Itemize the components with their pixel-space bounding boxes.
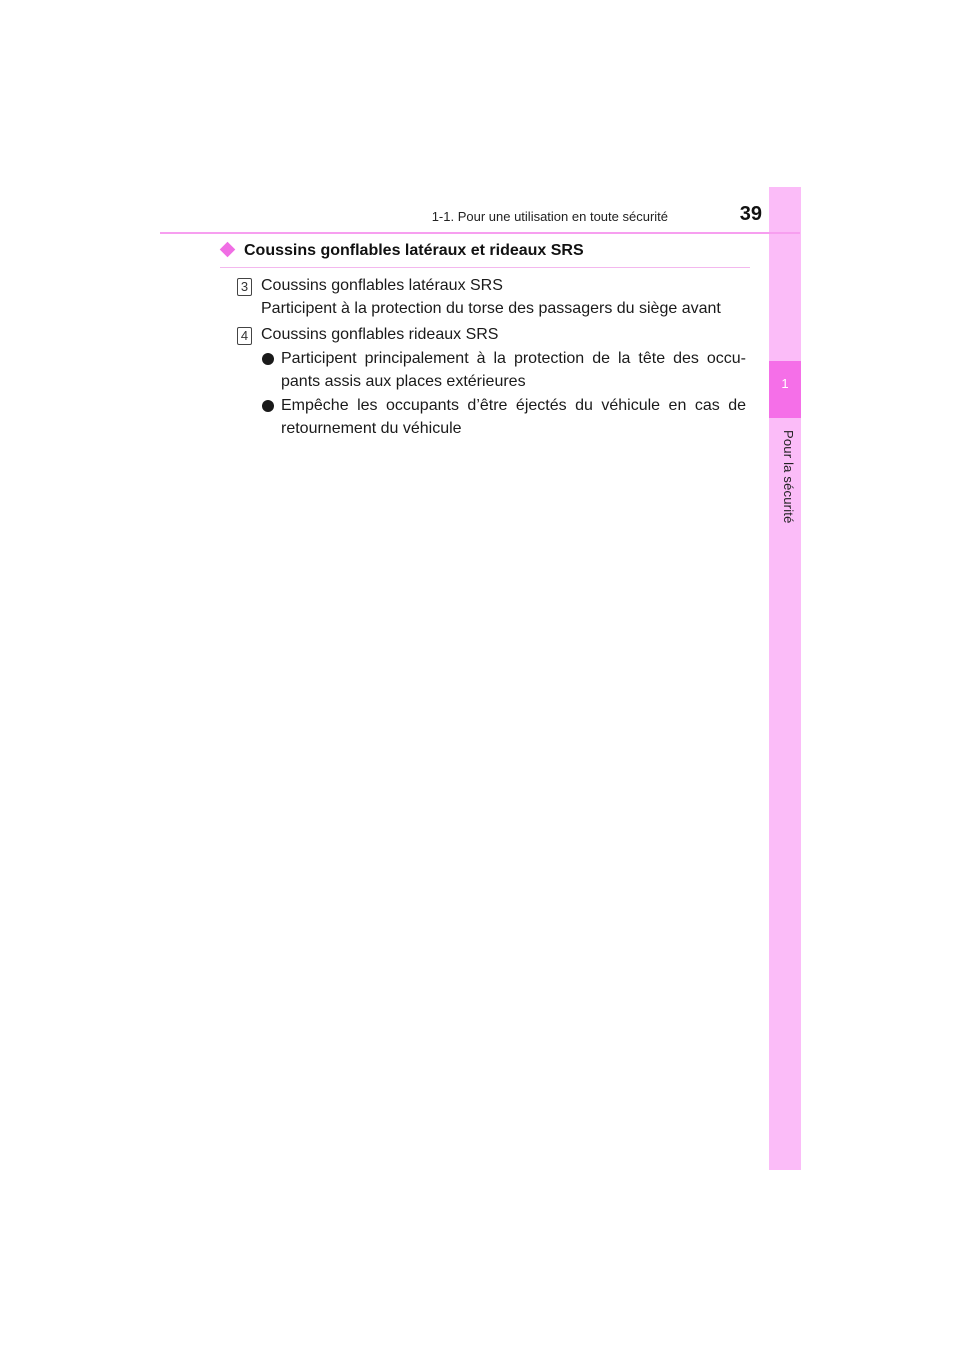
- page-number: 39: [739, 203, 762, 225]
- bullet-text-line: Participent principalement à la protection de la tête des occu-: [281, 350, 746, 367]
- running-head: 1-1. Pour une utilisation en toute sécurité: [431, 209, 668, 224]
- chapter-number: 1: [781, 376, 789, 391]
- section-heading: Coussins gonflables latéraux et rideaux SRS: [244, 242, 584, 259]
- header-rule: [160, 232, 800, 234]
- item-badge-4: 4: [237, 327, 252, 345]
- section-heading-row: [220, 241, 750, 268]
- bullet-icon: [262, 353, 274, 365]
- item-title-side-airbags: Coussins gonflables latéraux SRS: [261, 277, 503, 294]
- bullet-icon: [262, 400, 274, 412]
- chapter-label: Pour la sécurité: [781, 430, 796, 524]
- diamond-icon: [220, 242, 236, 258]
- item-title-curtain-airbags: Coussins gonflables rideaux SRS: [261, 326, 499, 343]
- chapter-side-tab: [769, 187, 801, 1170]
- item-text-side-airbags: Participent à la protection du torse des passagers du siège avant: [261, 300, 721, 317]
- item-badge-3: 3: [237, 278, 252, 296]
- bullet-text-line: Empêche les occupants d’être éjectés du véhicule en cas de: [281, 397, 746, 414]
- bullet-text-line: pants assis aux places extérieures: [281, 373, 526, 390]
- bullet-text-line: retournement du véhicule: [281, 420, 462, 437]
